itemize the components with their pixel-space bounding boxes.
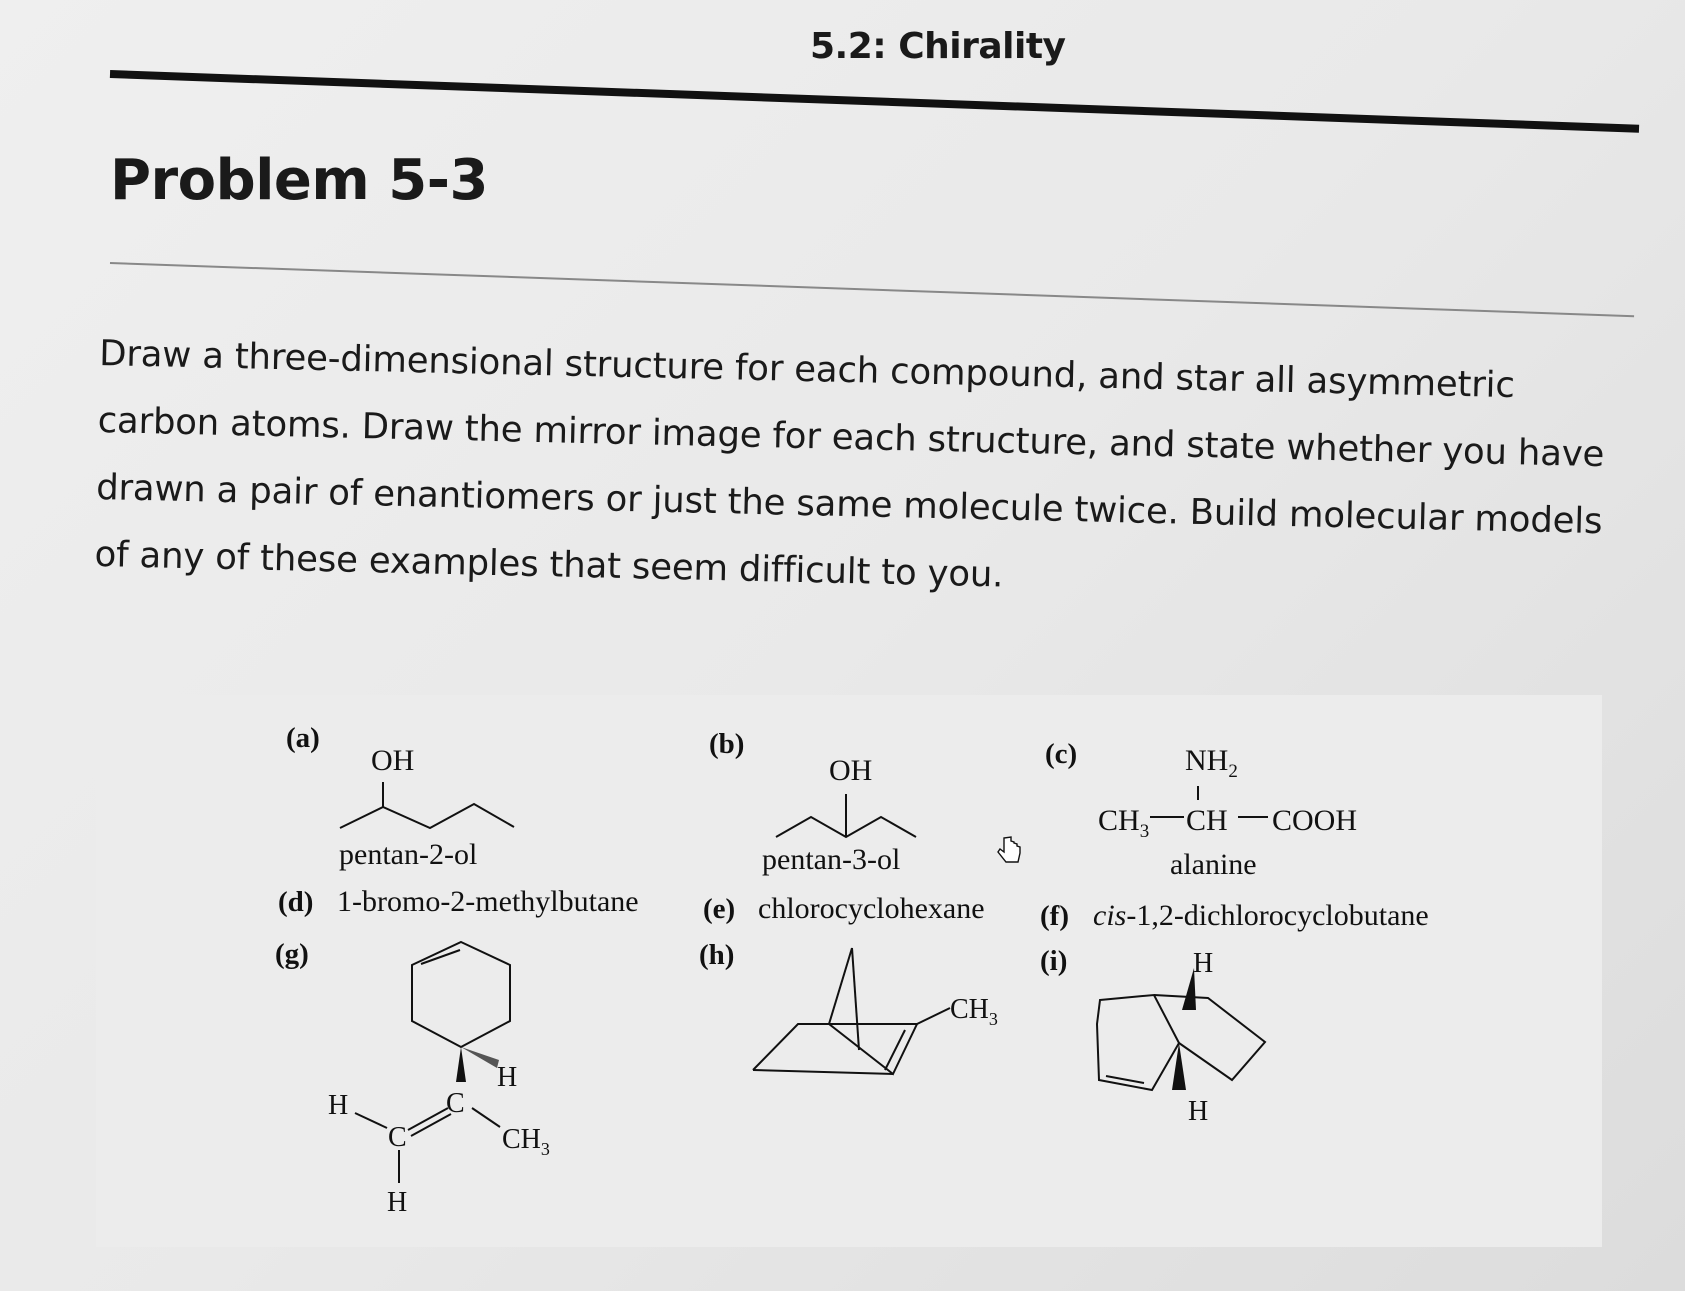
label-c: (c) — [1045, 738, 1078, 770]
label-e: (e) — [703, 893, 736, 925]
g-h-left-bond — [355, 1113, 387, 1128]
f-name: cis-1,2-dichlorocyclobutane — [1093, 899, 1429, 932]
b-oh-label: OH — [829, 754, 873, 787]
bicycle-outline — [753, 1024, 917, 1074]
i-h-bottom-label: H — [1188, 1096, 1209, 1127]
cyclohexene-ring — [412, 942, 510, 1047]
pentan-2-ol-skeleton — [340, 804, 514, 828]
hand-cursor-icon — [998, 837, 1020, 862]
problem-title: Problem 5-3 — [110, 148, 488, 213]
section-title: 5.2: Chirality — [810, 26, 1066, 67]
a-oh-label: OH — [371, 744, 415, 777]
h-ch3-label: $CH_3$ — [950, 994, 998, 1029]
g-h-ring-label: H — [497, 1062, 518, 1093]
g-ch3-label: $CH_3$ — [502, 1124, 550, 1159]
label-i: (i) — [1040, 945, 1068, 977]
d-name: 1-bromo-2-methylbutane — [337, 885, 639, 918]
b-name: pentan-3-ol — [762, 843, 901, 876]
g-c-upper-label: C — [446, 1088, 465, 1119]
g-h-left-label: H — [328, 1090, 349, 1121]
c-ch-label: CH — [1186, 804, 1228, 837]
g-ch3-bond — [472, 1108, 500, 1127]
bicycle-bridge-1 — [829, 948, 852, 1024]
g-hash-wedge — [461, 1047, 499, 1068]
fused-five-ring — [1154, 995, 1265, 1080]
label-b: (b) — [709, 728, 745, 760]
c-name: alanine — [1170, 848, 1257, 881]
i-h-top-label: H — [1193, 948, 1214, 979]
g-h-bottom-label: H — [387, 1187, 408, 1218]
h-ch3-bond — [917, 1008, 950, 1024]
label-h: (h) — [699, 939, 735, 971]
e-name: chlorocyclohexane — [758, 892, 985, 925]
label-g: (g) — [275, 938, 309, 970]
c-nh2-label: $NH_2$ — [1185, 744, 1238, 782]
bicycle-bottom — [753, 1070, 893, 1074]
problem-instructions: Draw a three-dimensional structure for each compound, and star all asymmetric carbon atoms. Draw the mirror image for each structure, and state whether you have drawn a pair of enantiomers or just the same molecule twice. Build molecular models of any of these examples that seem difficult to you. — [94, 332, 1605, 596]
bicycle-double — [885, 1030, 905, 1070]
label-a: (a) — [286, 722, 320, 754]
label-d: (d) — [278, 886, 314, 918]
label-f: (f) — [1040, 900, 1069, 932]
g-wedge — [456, 1047, 466, 1082]
g-c-lower-label: C — [388, 1122, 407, 1153]
c-cooh-label: COOH — [1272, 804, 1358, 837]
a-name: pentan-2-ol — [339, 838, 478, 871]
c-ch3-label: $CH_3$ — [1098, 804, 1150, 842]
bicycle-bridge-2 — [852, 948, 859, 1050]
